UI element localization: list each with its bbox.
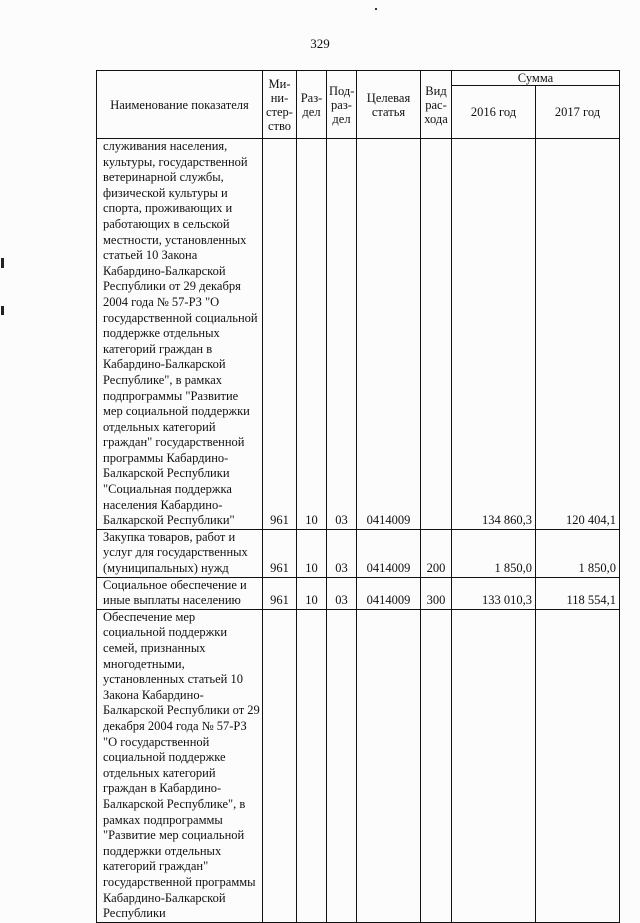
header-target: Целевая статья: [357, 71, 421, 139]
row-ministry: 961: [263, 577, 297, 609]
row-2016: 133 010,3: [452, 577, 536, 609]
row-2017: [536, 609, 620, 922]
row-2017: 120 404,1: [536, 139, 620, 530]
row-2016: [452, 609, 536, 922]
table-row: [97, 609, 620, 922]
header-2017: 2017 год: [536, 86, 620, 139]
row-ministry: 961: [263, 529, 297, 577]
row-section: 10: [297, 139, 327, 530]
row-2017: 1 850,0: [536, 529, 620, 577]
row-name: служивания населения, культуры, государственной ветеринарной службы, физической культуры и спорта, проживающих и работающих в сельской местности, установленных статьей 10 Закона Кабардино-Балкарской Республики от 29 декабря 2004 года № 57-РЗ "О государственной социальной поддержке отдельных категорий граждан в Кабардино-Балкарской Республике", в рамках подпрограммы "Развитие мер социальной поддержки отдельных категорий граждан" государственной программы Кабардино-Балкарской Республики "Социальная поддержка населения Кабардино-Балкарской Республики": [97, 139, 263, 530]
row-subsection: 03: [327, 529, 357, 577]
row-subsection: 03: [327, 577, 357, 609]
budget-table: [96, 70, 620, 923]
table-row: [97, 529, 620, 577]
row-2016: 134 860,3: [452, 139, 536, 530]
row-expense: [421, 139, 452, 530]
row-section: 10: [297, 577, 327, 609]
row-expense: 200: [421, 529, 452, 577]
header-sum: Сумма: [452, 71, 620, 86]
table-row: [97, 577, 620, 609]
row-expense: [421, 609, 452, 922]
row-2017: 118 554,1: [536, 577, 620, 609]
row-subsection: [327, 609, 357, 922]
scan-artifact-dot: [375, 8, 377, 10]
row-target: 0414009: [357, 577, 421, 609]
row-target: 0414009: [357, 529, 421, 577]
scan-artifact-mark: [1, 258, 4, 268]
row-ministry: 961: [263, 139, 297, 530]
row-expense: 300: [421, 577, 452, 609]
header-ministry: Ми- ни- стер- ство: [263, 71, 297, 139]
row-section: [297, 609, 327, 922]
header-name: Наименование показателя: [97, 71, 263, 139]
table-row: [97, 139, 620, 530]
row-target: 0414009: [357, 139, 421, 530]
header-subsection: Под- раз- дел: [327, 71, 357, 139]
header-section: Раз- дел: [297, 71, 327, 139]
row-subsection: 03: [327, 139, 357, 530]
row-name: Обеспечение мер социальной поддержки семей, признанных многодетными, установленных статьей 10 Закона Кабардино-Балкарской Республики от 29 декабря 2004 года № 57-РЗ "О государственной социальной поддержке отдельных категорий граждан в Кабардино-Балкарской Республике", в рамках подпрограммы "Развитие мер социальной поддержки отдельных категорий граждан" государственной программы Кабардино-Балкарской Республики: [97, 609, 263, 922]
page-number: 329: [310, 36, 330, 51]
row-ministry: [263, 609, 297, 922]
row-target: [357, 609, 421, 922]
header-2016: 2016 год: [452, 86, 536, 139]
scan-artifact-mark: [1, 306, 4, 315]
header-expense: Вид рас- хода: [421, 71, 452, 139]
row-section: 10: [297, 529, 327, 577]
row-2016: 1 850,0: [452, 529, 536, 577]
row-name: Социальное обеспечение и иные выплаты населению: [97, 577, 263, 609]
row-name: Закупка товаров, работ и услуг для государственных (муниципальных) нужд: [97, 529, 263, 577]
